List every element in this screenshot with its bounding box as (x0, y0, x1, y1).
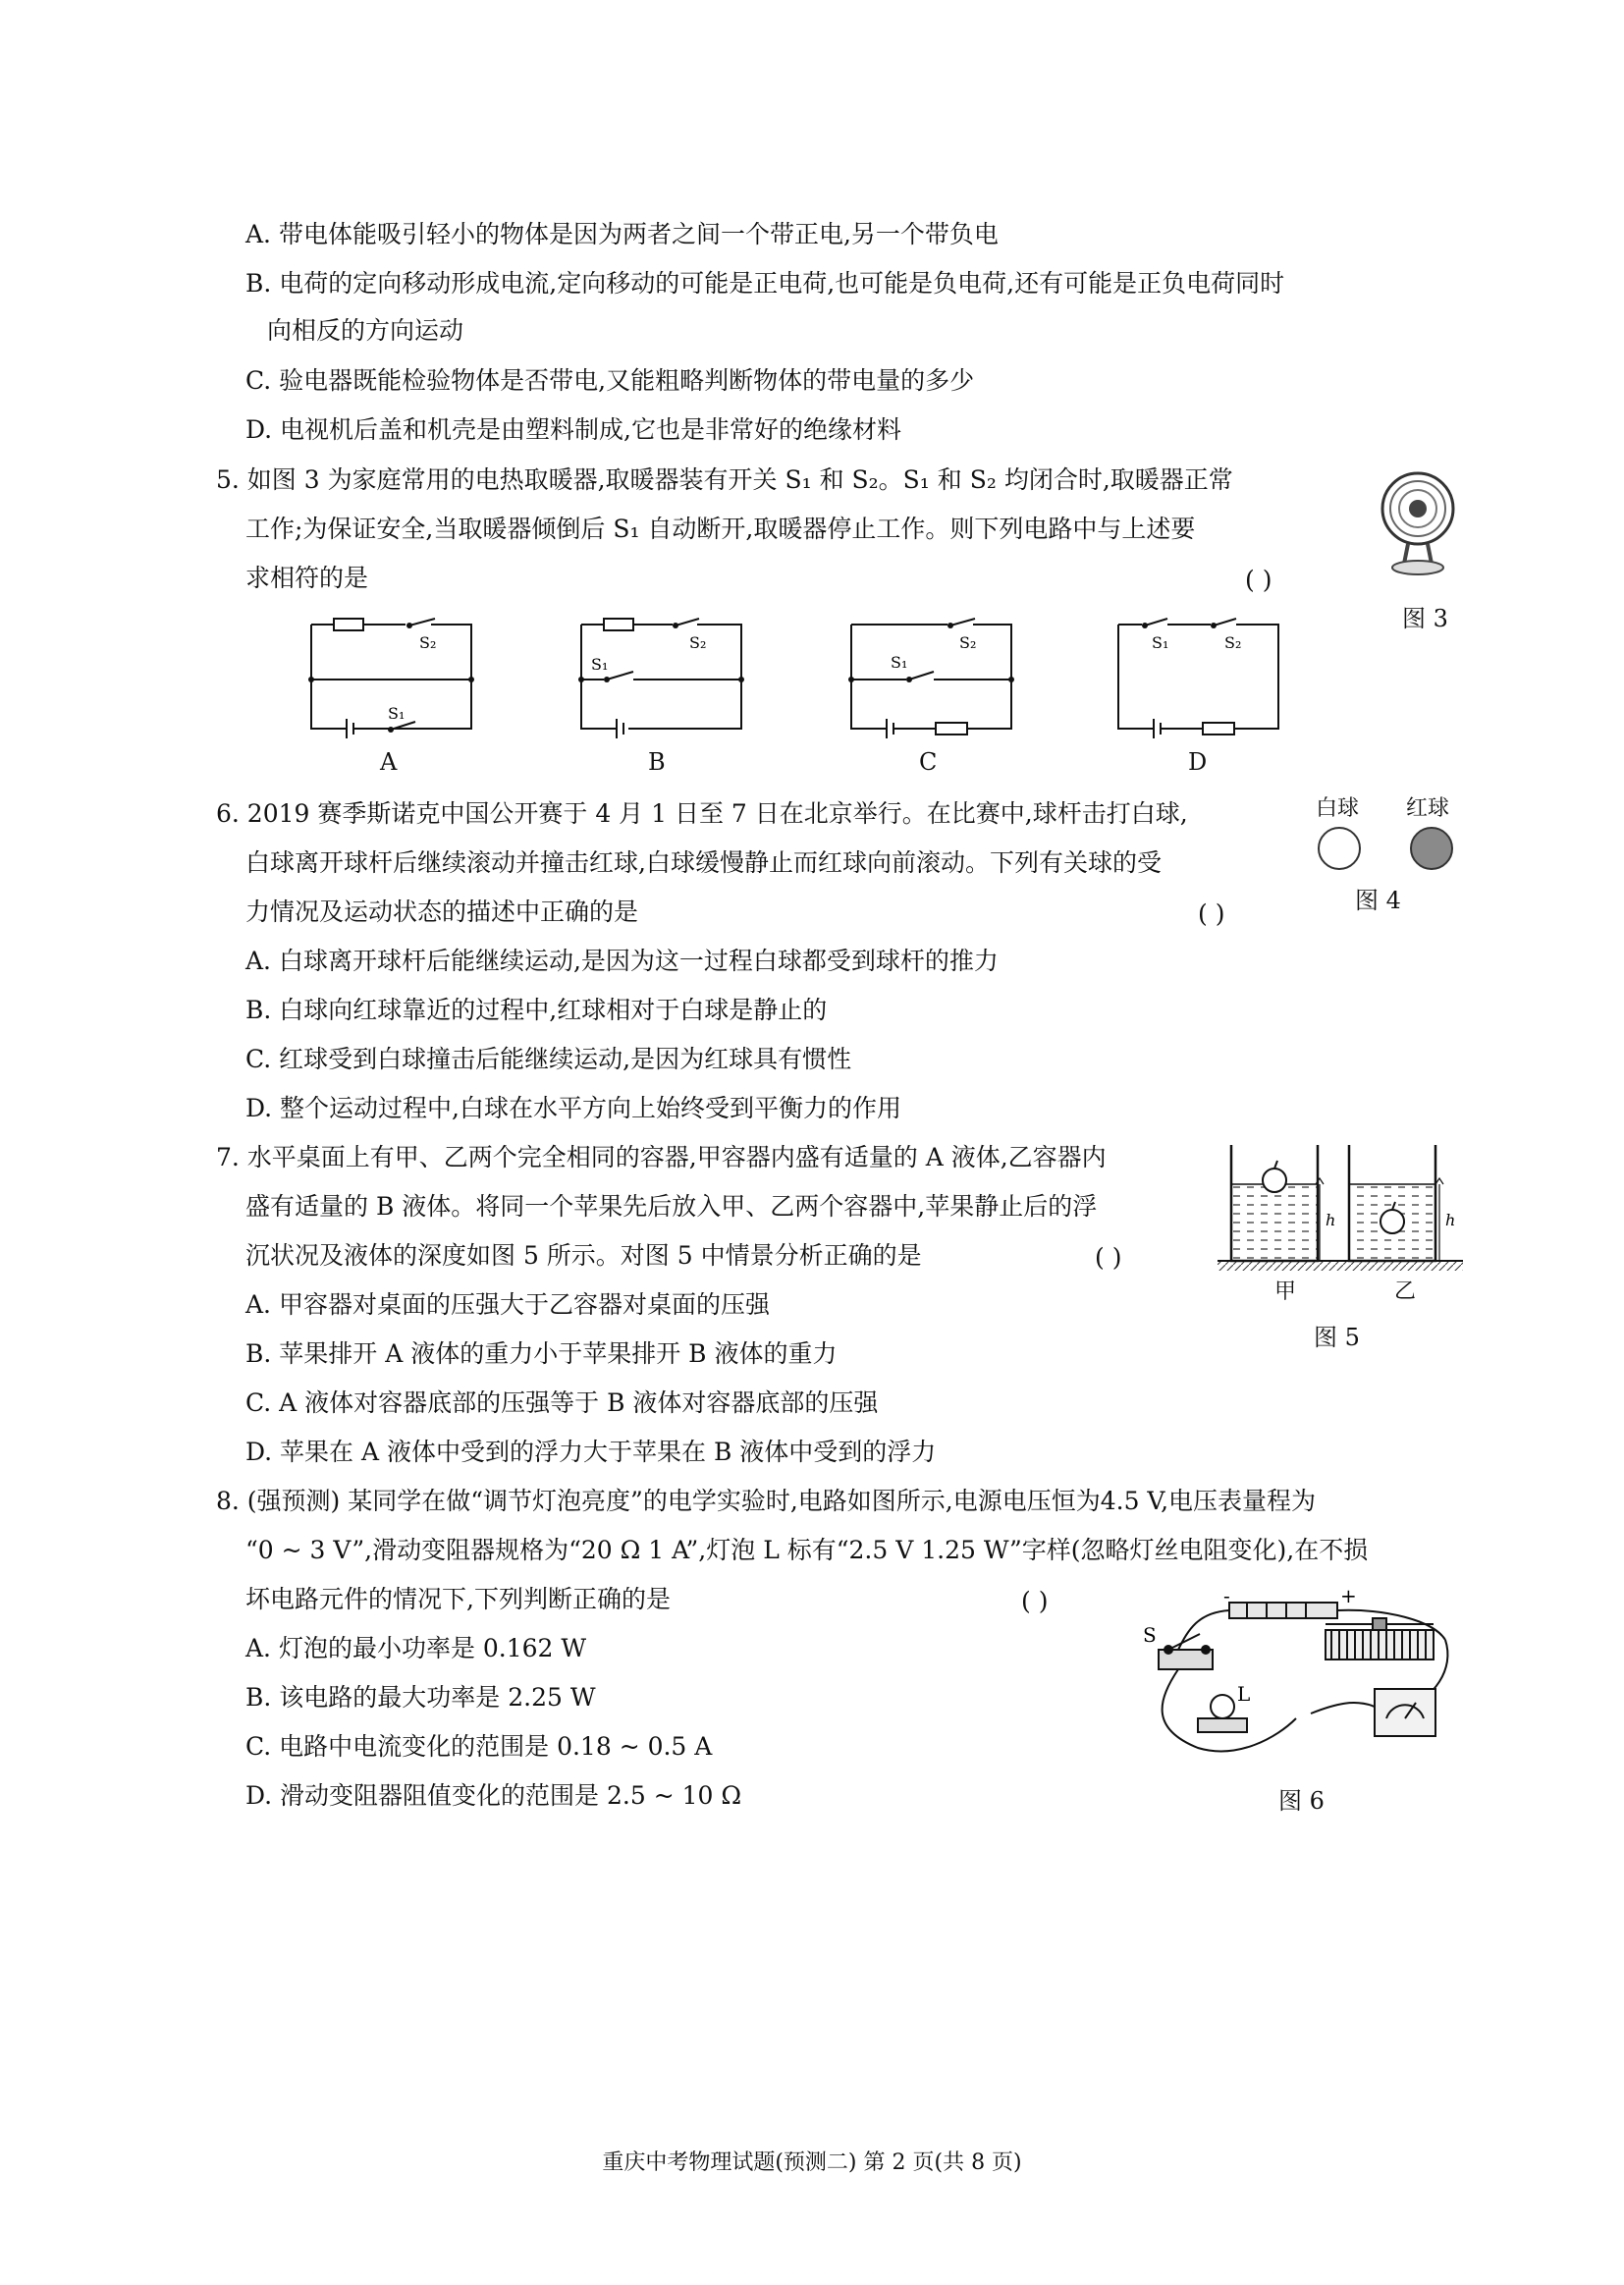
fig4-caption: 图 4 (1355, 887, 1401, 914)
circuit-b (579, 619, 751, 736)
container-jia-label: 甲 (1274, 1279, 1297, 1304)
q5-stem-line-3: 求相符的是 (245, 564, 369, 592)
q6-option-c: C. 红球受到白球撞击后能继续运动,是因为红球具有惯性 (245, 1045, 852, 1073)
q6-stem-line-2: 白球离开球杆后继续滚动并撞击红球,白球缓慢静止而红球向前滚动。下列有关球的受 (245, 848, 1162, 877)
circuit-d-label: D (1188, 748, 1208, 776)
q8-option-a: A. 灯泡的最小功率是 0.162 W (245, 1634, 587, 1662)
q7-stem-line-3: 沉状况及液体的深度如图 5 所示。对图 5 中情景分析正确的是 (245, 1241, 922, 1270)
q6-stem-line-3: 力情况及运动状态的描述中正确的是 (245, 898, 639, 926)
red-ball-label: 红球 (1406, 796, 1450, 821)
q7-option-a: A. 甲容器对桌面的压强大于乙容器对桌面的压强 (245, 1290, 770, 1319)
fig6-physical-circuit (1139, 1584, 1463, 1768)
q4-option-b-continued: 向相反的方向运动 (267, 316, 464, 345)
circuit-a (309, 619, 481, 736)
q8-stem-line-2: “0 ~ 3 V”,滑动变阻器规格为“20 Ω 1 A”,灯泡 L 标有“2.5 V 1.25 W”字样(忽略灯丝电阻变化),在不损 (245, 1536, 1369, 1564)
circuit-b-s2-label: S₂ (689, 633, 707, 652)
q7-option-c: C. A 液体对容器底部的压强等于 B 液体对容器底部的压强 (245, 1388, 879, 1417)
q8-answer-parens: ( ) (1021, 1587, 1049, 1615)
fig6-plus-sign: + (1340, 1584, 1357, 1607)
circuit-a-s1-label: S₁ (388, 704, 406, 723)
heater-illustration (1375, 465, 1463, 583)
white-ball (1319, 828, 1360, 869)
fig6-switch-label: S (1143, 1623, 1157, 1647)
q6-option-b: B. 白球向红球靠近的过程中,红球相对于白球是静止的 (245, 996, 828, 1024)
circuit-d (1116, 619, 1288, 736)
fig6-caption: 图 6 (1278, 1787, 1325, 1815)
q7-stem-line-2: 盛有适量的 B 液体。将同一个苹果先后放入甲、乙两个容器中,苹果静止后的浮 (245, 1192, 1098, 1221)
circuit-d-s2-label: S₂ (1224, 633, 1242, 652)
circuit-c-s2-label: S₂ (959, 633, 977, 652)
q5-stem-line-2: 工作;为保证安全,当取暖器倾倒后 S₁ 自动断开,取暖器停止工作。则下列电路中与上述要 (245, 515, 1196, 543)
page-footer: 重庆中考物理试题(预测二) 第 2 页(共 8 页) (602, 2150, 1022, 2175)
circuit-b-s1-label: S₁ (591, 655, 609, 674)
fig3-caption: 图 3 (1402, 605, 1448, 632)
q4-option-b: B. 电荷的定向移动形成电流,定向移动的可能是正电荷,也可能是负电荷,还有可能是正负电荷同时 (245, 269, 1285, 298)
q6-option-a: A. 白球离开球杆后能继续运动,是因为这一过程白球都受到球杆的推力 (245, 947, 999, 975)
q8-option-b: B. 该电路的最大功率是 2.25 W (245, 1683, 596, 1712)
circuit-c-s1-label: S₁ (891, 653, 908, 672)
circuit-a-label: A (380, 748, 398, 776)
q6-option-d: D. 整个运动过程中,白球在水平方向上始终受到平衡力的作用 (245, 1094, 901, 1122)
fig6-lamp-label: L (1237, 1682, 1251, 1706)
white-ball-label: 白球 (1316, 796, 1360, 821)
q7-option-d: D. 苹果在 A 液体中受到的浮力大于苹果在 B 液体中受到的浮力 (245, 1438, 937, 1466)
q6-stem-line-1: 6. 2019 赛季斯诺克中国公开赛于 4 月 1 日至 7 日在北京举行。在比赛中,球杆击打白球, (216, 799, 1188, 828)
q7-option-b: B. 苹果排开 A 液体的重力小于苹果排开 B 液体的重力 (245, 1339, 838, 1368)
fig5-caption: 图 5 (1314, 1324, 1360, 1351)
fig4-balls (1316, 825, 1463, 876)
fig6-minus-sign: - (1223, 1584, 1230, 1607)
q8-option-d: D. 滑动变阻器阻值变化的范围是 2.5 ~ 10 Ω (245, 1781, 742, 1810)
container-yi-label: 乙 (1394, 1279, 1417, 1304)
q8-option-c: C. 电路中电流变化的范围是 0.18 ~ 0.5 A (245, 1732, 713, 1761)
q7-stem-line-1: 7. 水平桌面上有甲、乙两个完全相同的容器,甲容器内盛有适量的 A 液体,乙容器内 (216, 1143, 1107, 1171)
circuit-b-label: B (648, 748, 666, 776)
circuit-d-s1-label: S₁ (1152, 633, 1169, 652)
q8-stem-line-1: 8. (强预测) 某同学在做“调节灯泡亮度”的电学实验时,电路如图所示,电源电压恒为4.5 V,电压表量程为 (216, 1487, 1317, 1515)
q8-stem-line-3: 坏电路元件的情况下,下列判断正确的是 (245, 1585, 671, 1613)
q4-option-a: A. 带电体能吸引轻小的物体是因为两者之间一个带正电,另一个带负电 (245, 220, 999, 248)
circuit-a-s2-label: S₂ (419, 633, 437, 652)
q4-option-d: D. 电视机后盖和机壳是由塑料制成,它也是非常好的绝缘材料 (245, 415, 901, 444)
fig5-containers (1218, 1139, 1463, 1272)
q4-option-c: C. 验电器既能检验物体是否带电,又能粗略判断物体的带电量的多少 (245, 366, 975, 395)
fig5-h-label-left: h (1326, 1211, 1336, 1229)
q7-answer-parens: ( ) (1095, 1243, 1122, 1272)
fig5-h-label-right: h (1445, 1211, 1456, 1229)
q5-answer-parens: ( ) (1245, 566, 1272, 594)
red-ball (1411, 828, 1452, 869)
q5-stem-line-1: 5. 如图 3 为家庭常用的电热取暖器,取暖器装有开关 S₁ 和 S₂。S₁ 和 S₂ 均闭合时,取暖器正常 (216, 465, 1233, 494)
circuit-c-label: C (919, 748, 938, 776)
circuit-c (849, 619, 1021, 736)
q6-answer-parens: ( ) (1198, 899, 1225, 928)
